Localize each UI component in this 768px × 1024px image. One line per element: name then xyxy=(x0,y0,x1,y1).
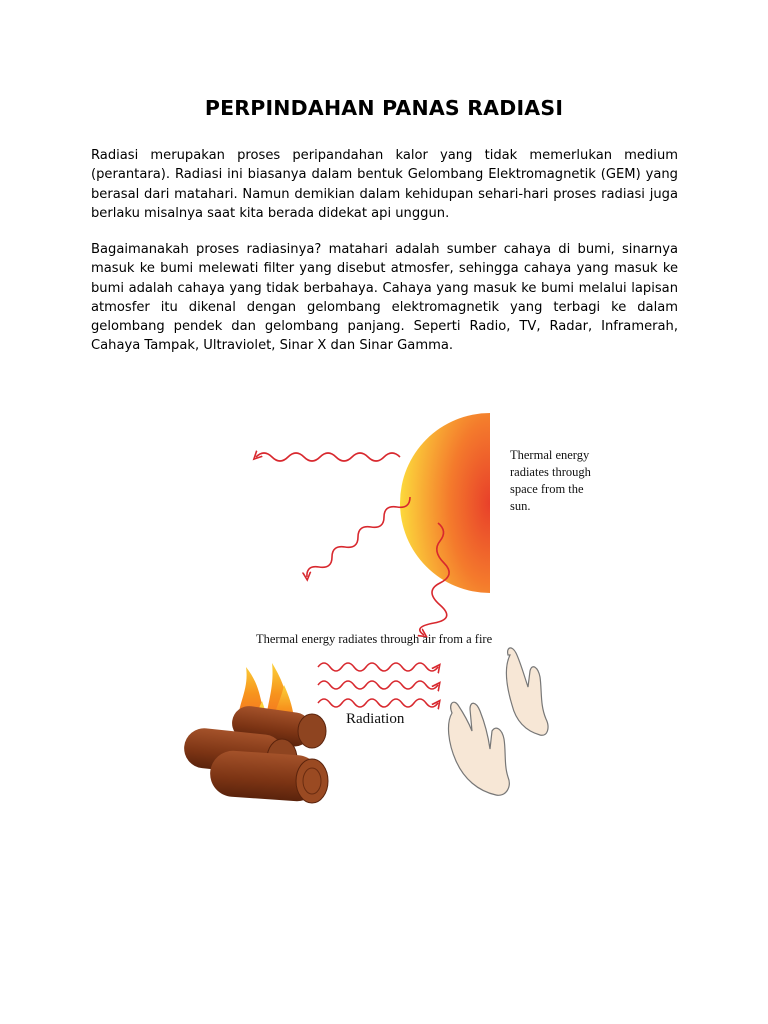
paragraph-intro: Radiasi merupakan proses peripandahan kalor yang tidak memerlukan medium (perantara). Radiasi ini biasanya dalam bentuk Gelombang Elektromagnetik (GEM) yang berasal dari matahari. Namun demikian dalam kehidupan sehari-hari proses radiasi juga berlaku misalnya saat kita berada didekat api unggun. xyxy=(91,148,678,221)
logs-shape xyxy=(182,704,328,803)
radiation-label: Radiation xyxy=(346,711,405,727)
heat-wave xyxy=(318,663,438,671)
sun-caption: Thermal energy radiates through space from the sun. xyxy=(510,448,591,513)
paragraph-process: Bagaimanakah proses radiasinya? matahari adalah sumber cahaya di bumi, sinarnya masuk ke bumi melewati filter yang disebut atmosfer, sehingga cahaya yang masuk ke bumi adalah cahaya yang tidak berbahaya. Cahaya yang masuk ke bumi melalui lapisan atmosfer itu dikenal dengan gelombang elektromagnetik yang terbagi ke dalam gelombang pendek dan gelombang panjang. Seperti Radio, TV, Radar, Inframerah, Cahaya Tampak, Ultraviolet, Sinar X dan Sinar Gamma. xyxy=(91,242,678,354)
sun-ray-wave xyxy=(256,453,400,461)
heat-wave xyxy=(318,681,438,689)
front-hand-shape xyxy=(449,702,510,795)
radiation-illustration xyxy=(170,405,610,835)
fire-heat-waves xyxy=(318,663,438,707)
back-hand-shape xyxy=(506,648,548,735)
sun-ray-wave xyxy=(307,497,410,577)
fire-caption: Thermal energy radiates through air from a fire xyxy=(256,632,493,646)
hands-shape xyxy=(449,648,548,795)
heat-wave xyxy=(318,699,438,707)
sun-shape xyxy=(400,413,490,593)
page-title: PERPINDAHAN PANAS RADIASI xyxy=(204,96,564,120)
